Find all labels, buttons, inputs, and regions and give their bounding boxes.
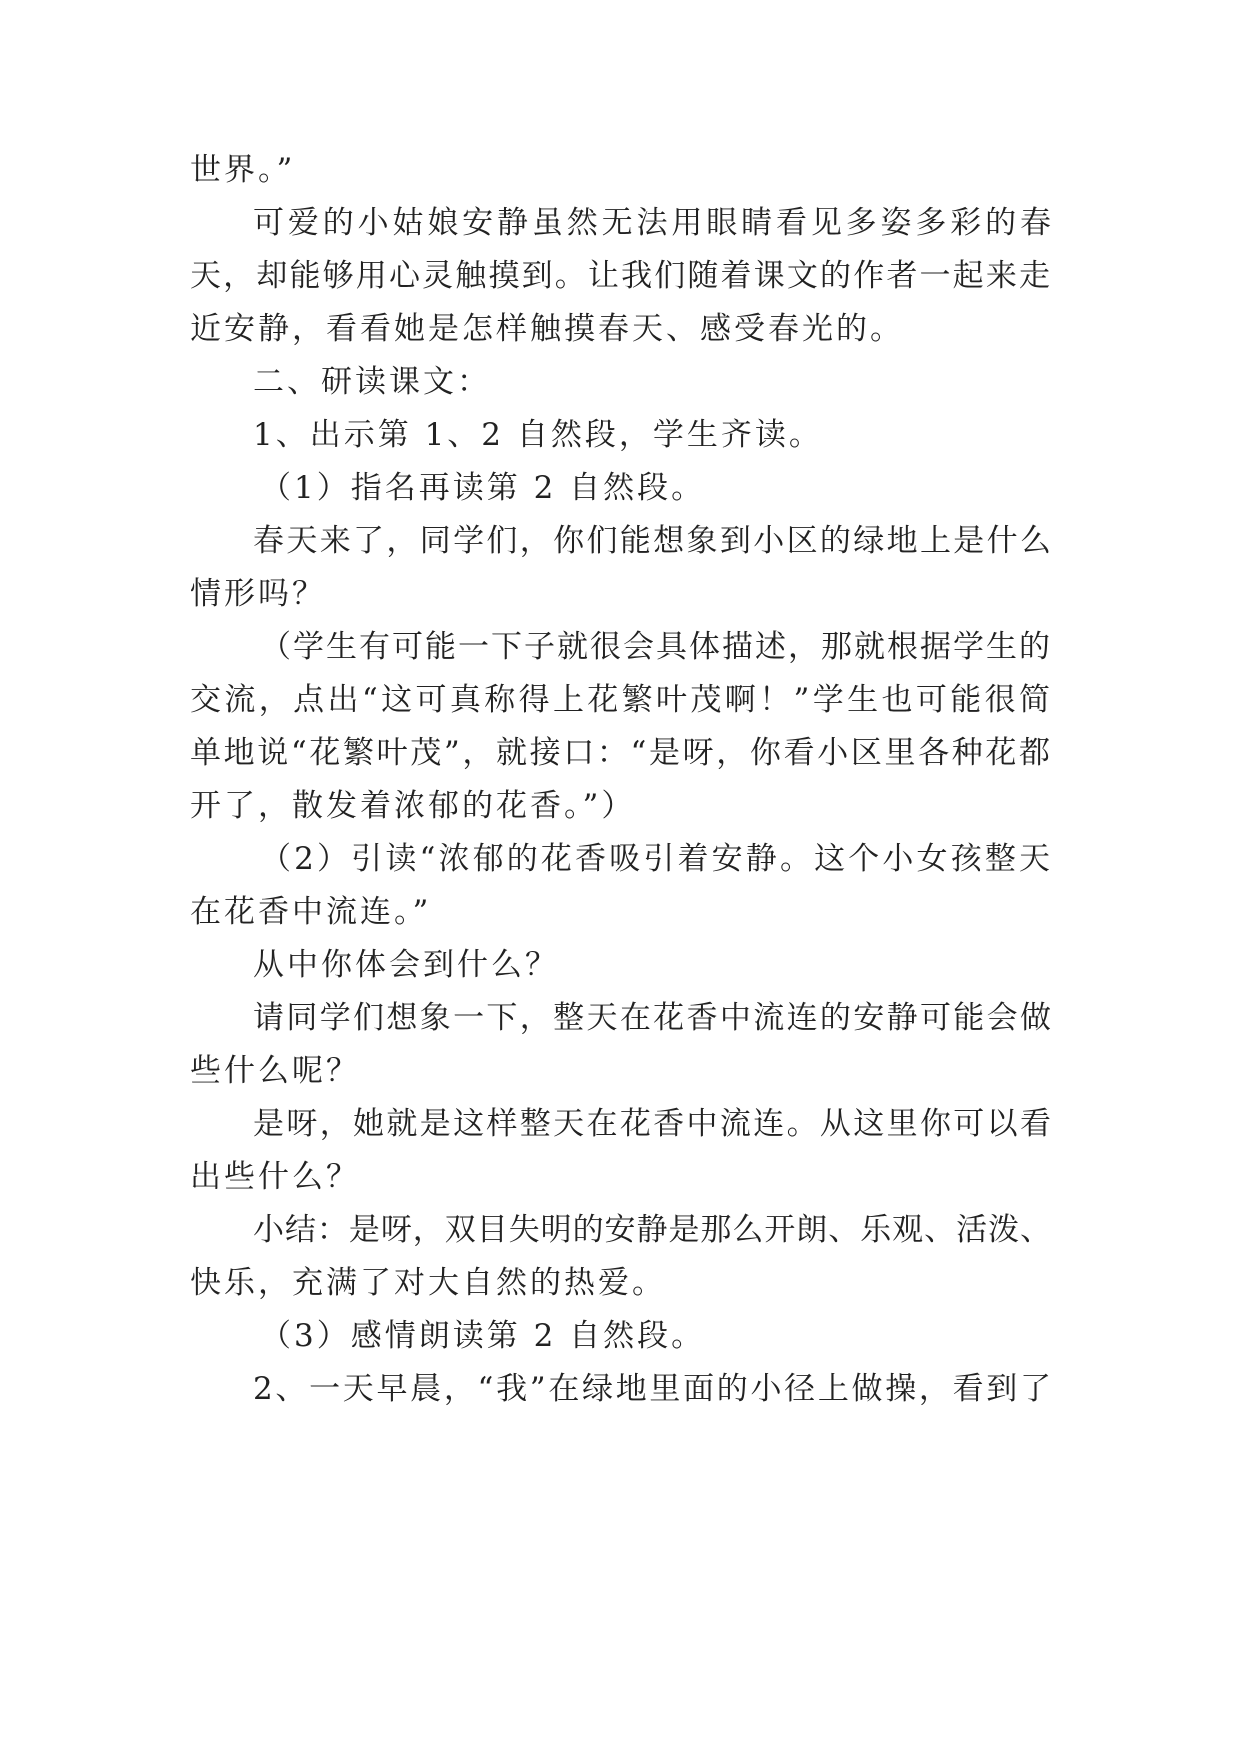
text-line: 小结：是呀，双目失明的安静是那么开朗、乐观、活泼、 — [253, 1212, 1051, 1248]
text-line: 出些什么？ — [190, 1159, 360, 1195]
text-line: 2、一天早晨，“我”在绿地里面的小径上做操，看到了 — [253, 1371, 1051, 1407]
text-line: 交流，点出“这可真称得上花繁叶茂啊！”学生也可能很简 — [190, 682, 1050, 718]
text-line: 可爱的小姑娘安静虽然无法用眼睛看见多姿多彩的春 — [253, 205, 1051, 241]
text-line: （2）引读“浓郁的花香吸引着安静。这个小女孩整天 — [260, 841, 1050, 877]
text-line: 开了，散发着浓郁的花香。”） — [190, 788, 636, 824]
text-line: 单地说“花繁叶茂”，就接口：“是呀，你看小区里各种花都 — [190, 735, 1050, 771]
text-line: 从中你体会到什么？ — [253, 947, 559, 983]
text-line: 是呀，她就是这样整天在花香中流连。从这里你可以看 — [253, 1106, 1051, 1142]
text-line: 1、出示第 1、2 自然段，学生齐读。 — [253, 417, 823, 453]
text-line: 近安静，看看她是怎样触摸春天、感受春光的。 — [190, 311, 904, 347]
text-line: （3）感情朗读第 2 自然段。 — [260, 1318, 706, 1354]
text-line: （1）指名再读第 2 自然段。 — [260, 470, 706, 506]
text-line: 快乐，充满了对大自然的热爱。 — [190, 1265, 666, 1301]
text-line: 请同学们想象一下，整天在花香中流连的安静可能会做 — [253, 1000, 1051, 1036]
text-line: 世界。” — [190, 152, 296, 188]
text-line: 天，却能够用心灵触摸到。让我们随着课文的作者一起来走 — [190, 258, 1050, 294]
section-heading: 二、研读课文： — [253, 364, 491, 400]
text-line: 些什么呢？ — [190, 1053, 360, 1089]
text-line: （学生有可能一下子就很会具体描述，那就根据学生的 — [260, 629, 1050, 665]
text-line: 在花香中流连。” — [190, 894, 432, 930]
text-line: 春天来了，同学们，你们能想象到小区的绿地上是什么 — [253, 523, 1051, 559]
text-line: 情形吗？ — [190, 576, 326, 612]
